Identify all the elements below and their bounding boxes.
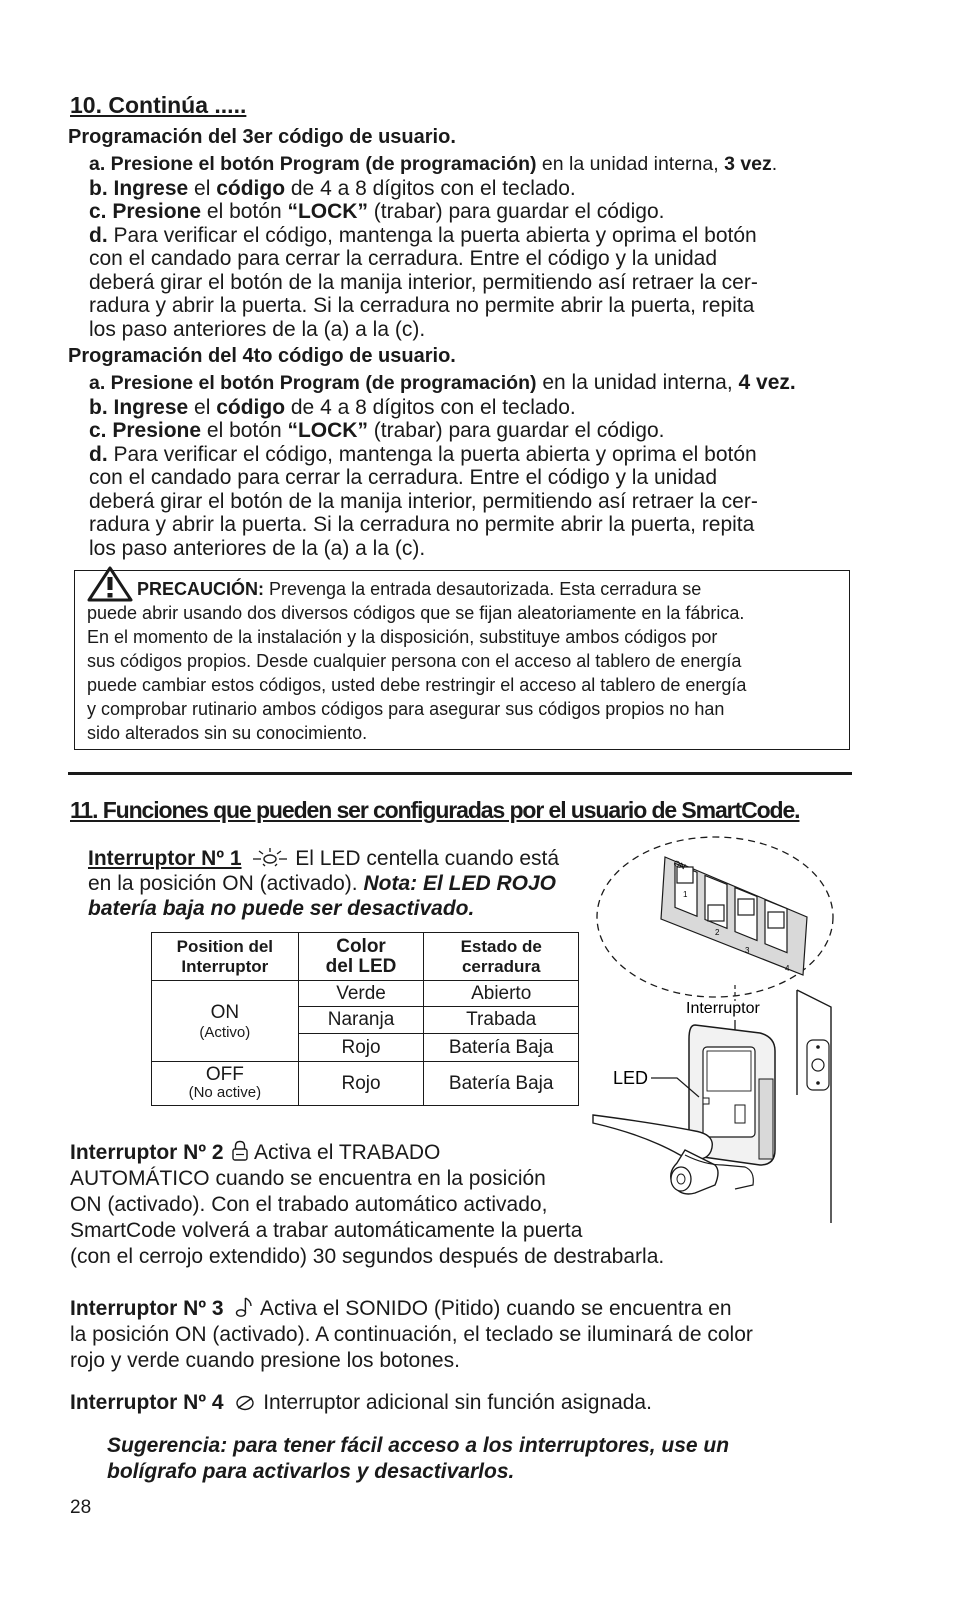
dip-number: 3 (745, 946, 750, 955)
switch-3-description: Interruptor Nº 3 Activa el SONIDO (Pitido) cuando se encuentra en la posición ON (activado). A continuación, el teclado se iluminará de color rojo y verde cuando presione los botones. (70, 1297, 753, 1372)
table-cell: Batería Baja (424, 1034, 579, 1062)
led-label: LED (613, 1068, 649, 1088)
step-d-line: radura y abrir la puerta. Si la cerradura no permite abrir la puerta, repita (89, 513, 755, 536)
step-d: d. Para verificar el código, mantenga la puerta abierta y oprima el botón (89, 223, 757, 247)
door-edge (797, 990, 831, 1223)
caution-line: sus códigos propios. Desde cualquier persona con el acceso al tablero de energía (87, 651, 742, 671)
table-header: Color del LED (298, 933, 424, 981)
step-d-line: con el candado para cerrar la cerradura. Entre el código y la unidad (89, 466, 718, 489)
step-c: c. Presione el botón “LOCK” (trabar) para guardar el código. (89, 419, 665, 442)
table-cell-position: OFF (No active) (152, 1062, 299, 1106)
tip-note: Sugerencia: para tener fácil acceso a los interruptores, use un bolígrafo para activarlos y desactivarlos. (107, 1434, 730, 1483)
caution-line: y comprobar rutinario ambos códigos para asegurar sus códigos propios no han (87, 699, 725, 719)
dip-number: 1 (683, 890, 688, 899)
dip-on-label: ON (672, 858, 687, 872)
dip-number: 4 (785, 964, 790, 973)
padlock-icon (231, 1140, 249, 1162)
section-10-title: 10. Continúa ..... (70, 92, 247, 118)
subheading-user-code-3: Programación del 3er código de usuario. (68, 126, 456, 148)
table-cell: Trabada (424, 1007, 579, 1034)
section-divider (68, 772, 852, 775)
switch-2-description: Interruptor Nº 2 Activa el TRABADO AUTOMÁTICO cuando se encuentra en la posición ON (activado). Con el trabado automático activado, SmartCode volverá a trabar automáticamente la puerta (con el cerrojo extendido) 30 segundos después de destrabarla. (70, 1141, 665, 1268)
step-a: a. Presione el botón Program (de programación) en la unidad interna, 4 vez. (89, 371, 796, 394)
table-row (152, 981, 579, 1007)
interruptor-label: Interruptor (686, 1000, 760, 1017)
step-d-line: los paso anteriores de la (a) a la (c). (89, 317, 426, 341)
step-c: c. Presione el botón “LOCK” (trabar) para guardar el código. (89, 200, 665, 223)
caution-line: PRECAUCIÓN: Prevenga la entrada desautorizada. Esta cerradura se (137, 579, 702, 599)
step-a: a. Presione el botón Program (de programación) en la unidad interna, 3 vez. (89, 153, 778, 175)
led-blink-icon (251, 847, 289, 867)
page-number: 28 (70, 1497, 92, 1518)
subheading-user-code-4: Programación del 4to código de usuario. (68, 345, 456, 367)
no-function-icon (233, 1394, 257, 1412)
switch-1-label: Interruptor Nº 1 (88, 847, 242, 870)
table-cell: Batería Baja (424, 1062, 579, 1106)
step-d-line: radura y abrir la puerta. Si la cerradura no permite abrir la puerta, repita (89, 294, 755, 317)
table-header: Estado de cerradura (424, 933, 579, 981)
caution-box (74, 570, 850, 750)
table-header-row (152, 933, 579, 981)
step-d-line: los paso anteriores de la (a) a la (c). (89, 536, 426, 560)
table-row (152, 1062, 579, 1106)
switch-2-label: Interruptor Nº 2 (70, 1141, 224, 1164)
table-cell-position: ON (Activo) (152, 981, 299, 1062)
table-cell: Rojo (298, 1034, 424, 1062)
caution-line: sido alterados sin su conocimiento. (87, 723, 368, 743)
caution-line: puede abrir usando dos diversos códigos que se fijan aleatoriamente en la fábrica. (87, 603, 745, 623)
steps-user-code-4 (89, 371, 859, 560)
table-cell: Abierto (424, 981, 579, 1007)
switch-1-table (151, 932, 579, 1106)
step-b: b. Ingrese el código de 4 a 8 dígitos con el teclado. (89, 176, 576, 200)
section-11-title: 11. Funciones que pueden ser configuradas por el usuario de SmartCode. (70, 797, 800, 823)
step-d-line: con el candado para cerrar la cerradura. Entre el código y la unidad (89, 247, 718, 270)
step-d: d. Para verificar el código, mantenga la puerta abierta y oprima el botón (89, 442, 757, 466)
switch-1-description: Interruptor Nº 1 El LED centella cuando está en la posición ON (activado). Nota: El LED ROJO batería baja no puede ser desactivado. (88, 847, 560, 920)
dip-number: 2 (715, 928, 720, 937)
table-cell: Rojo (298, 1062, 424, 1106)
step-b: b. Ingrese el código de 4 a 8 dígitos con el teclado. (89, 395, 576, 419)
table-cell: Naranja (298, 1007, 424, 1034)
step-d-line: deberá girar el botón de la manija interior, permitiendo así retraer la cer- (89, 270, 758, 294)
warning-triangle-icon (86, 565, 134, 603)
step-d-line: deberá girar el botón de la manija interior, permitiendo así retraer la cer- (89, 489, 758, 513)
caution-line: En el momento de la instalación y la disposición, substituye ambos códigos por (87, 627, 718, 647)
caution-line: puede cambiar estos códigos, usted debe restringir el acceso al tablero de energía (87, 675, 747, 695)
music-note-icon (235, 1296, 255, 1318)
table-header: Position del Interruptor (152, 933, 299, 981)
switch-4-label: Interruptor Nº 4 (70, 1391, 224, 1414)
dip-switch-block (661, 857, 807, 975)
steps-user-code-3 (89, 153, 859, 341)
table-cell: Verde (298, 981, 424, 1007)
switch-4-description: Interruptor Nº 4 Interruptor adicional sin función asignada. (70, 1391, 652, 1414)
switch-3-label: Interruptor Nº 3 (70, 1297, 224, 1320)
